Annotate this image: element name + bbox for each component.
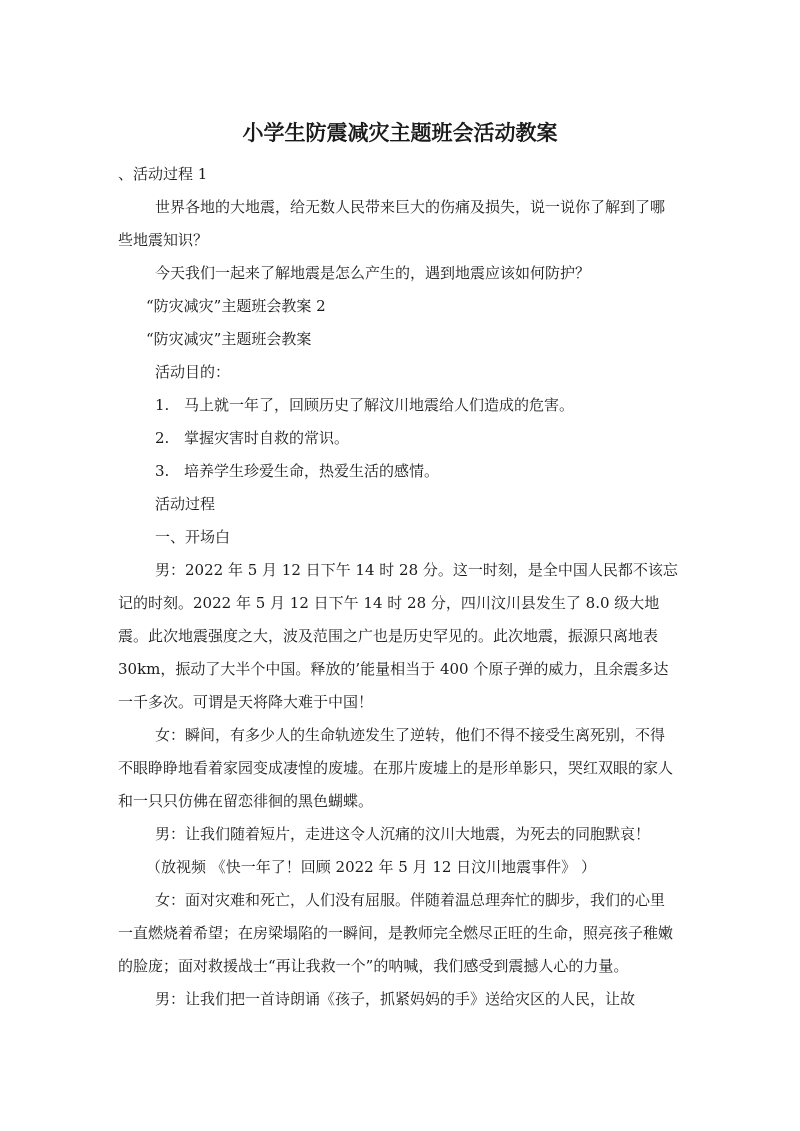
goal-text: 马上就一年了，回顾历史了解汶川地震给人们造成的危害。 [184, 396, 575, 414]
goal-item [118, 455, 678, 488]
goal-number: 1. [155, 396, 170, 414]
paragraph: 女：面对灾难和死亡，人们没有屈服。伴随着温总理奔忙的脚步，我们的心里一直燃烧着希望；在房梁塌陷的一瞬间，是教师完全燃尽正旺的生命，照亮孩子稚嫩的脸庞；面对救援战士“再让我救一个”的呐喊，我们感受到震撼人心的力量。 [118, 891, 674, 975]
goal-number: 3. [155, 462, 170, 480]
paragraph: 女：瞬间，有多少人的生命轨迹发生了逆转，他们不得不接受生离死别，不得不眼睁睁地看着家园变成凄惶的废墟。在那片废墟上的是形单影只，哭红双眼的家人和一只只仿佛在留恋徘徊的黑色蝴蝶。 [118, 726, 674, 810]
paragraph: 今天我们一起来了解地震是怎么产生的，遇到地震应该如何防护？ [155, 264, 591, 282]
paragraph: （放视频 《快一年了！回顾 2022 年 5 月 12 日汶川地震事件》 ） [146, 858, 596, 876]
paragraph: 男：让我们随着短片，走进这令人沉痛的汶川大地震，为死去的同胞默哀！ [155, 825, 651, 843]
paragraph: 男：让我们把一首诗朗诵《孩子，抓紧妈妈的手》送给灾区的人民，让故 [155, 990, 636, 1008]
paragraph: 世界各地的大地震，给无数人民带来巨大的伤痛及损失，说一说你了解到了哪些地震知识？ [118, 198, 666, 249]
paragraph: 男：2022 年 5 月 12 日下午 14 时 28 分。这一时刻，是全中国人民都不该忘记的时刻。2022 年 5 月 12 日下午 14 时 28 分，四川汶川县发生了 8.0 级大地震。此次地震强度之大，波及范围之广也是历史罕见的。此次地震，振源只离地表 30km，振动了大半个中国。释放的’能量相当于 400 个原子弹的威力，且余震多达一千多次。可谓是天将降大难于中国！ [118, 561, 678, 711]
section-heading: 、活动过程 1 [118, 165, 208, 183]
goal-item [118, 422, 678, 455]
goal-number: 2. [155, 429, 170, 447]
section-heading: “防灾减灾”主题班会教案 [146, 330, 312, 348]
section-heading: “防灾减灾”主题班会教案 2 [146, 297, 326, 315]
goal-item [118, 389, 678, 422]
section-heading: 一、开场白 [155, 528, 231, 546]
section-heading: 活动目的： [155, 363, 231, 381]
document-title: 小学生防震减灾主题班会活动教案 [242, 121, 558, 145]
goal-text: 培养学生珍爱生命，热爱生活的感情。 [184, 462, 440, 480]
goal-text: 掌握灾害时自救的常识。 [184, 429, 350, 447]
section-heading: 活动过程 [155, 495, 216, 513]
document-body [118, 158, 678, 1016]
